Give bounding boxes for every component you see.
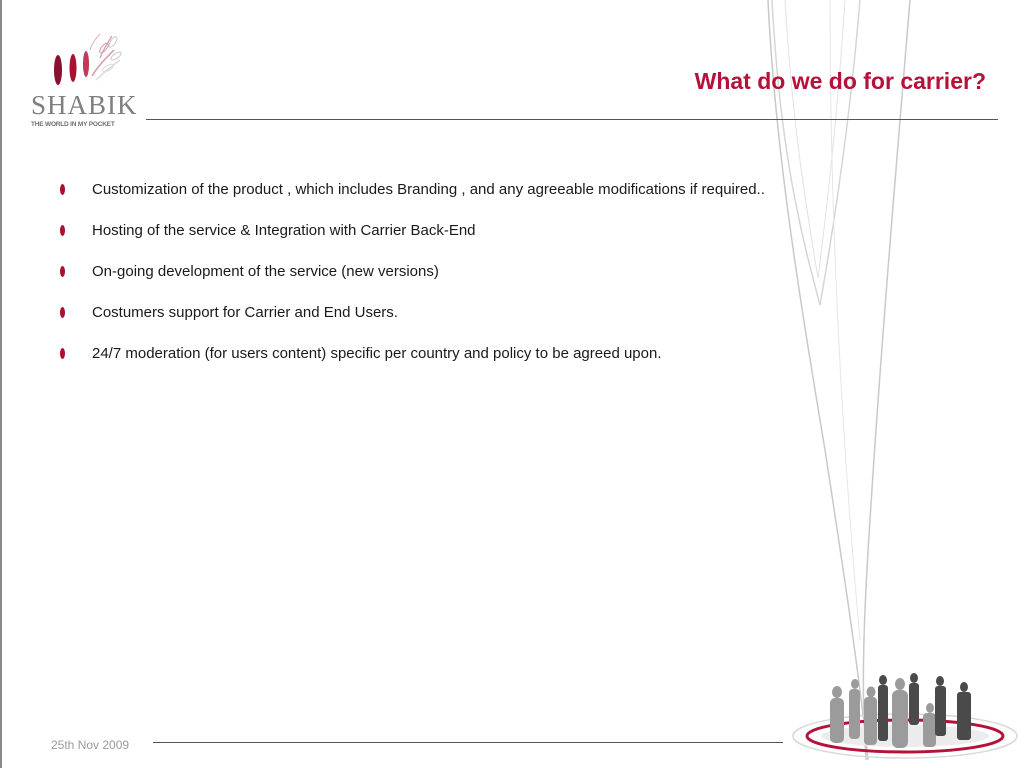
title-divider <box>146 119 998 120</box>
bullet-text: Customization of the product , which includes Branding , and any agreeable modifications if required.. <box>92 181 765 198</box>
bullet-text: On-going development of the service (new versions) <box>92 263 439 280</box>
slide-title: What do we do for carrier? <box>694 68 986 94</box>
shabik-logo <box>28 28 140 132</box>
shabik-leaf-logo-icon <box>28 28 140 90</box>
bullet-text: 24/7 moderation (for users content) specific per country and policy to be agreed upon. <box>92 345 662 362</box>
red-oval-bullet-icon <box>60 348 65 359</box>
red-oval-bullet-icon <box>60 266 65 277</box>
red-oval-bullet-icon <box>60 307 65 318</box>
red-oval-bullet-icon <box>60 184 65 195</box>
logo-wordmark: SHABIK <box>31 90 138 120</box>
bullet-text: Hosting of the service & Integration with Carrier Back-End <box>92 222 476 239</box>
red-oval-bullet-icon <box>60 225 65 236</box>
bullet-text: Costumers support for Carrier and End Users. <box>92 304 398 321</box>
footer-date: 25th Nov 2009 <box>51 738 130 752</box>
footer-divider <box>153 742 783 743</box>
logo-tagline: THE WORLD IN MY POCKET <box>31 121 115 128</box>
